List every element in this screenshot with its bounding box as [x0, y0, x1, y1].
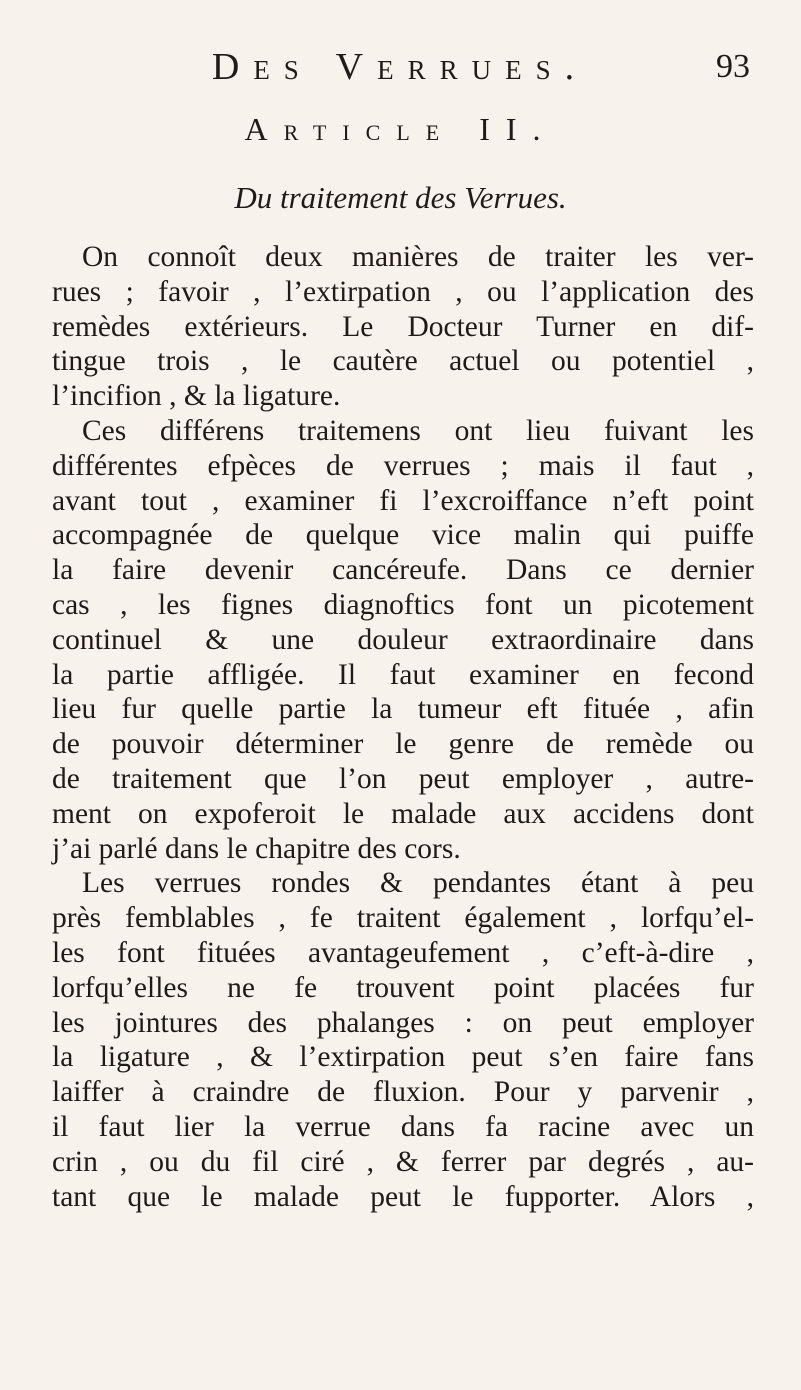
running-head [120, 42, 760, 92]
text-line: près femblables , fe traitent également , lorfqu’el- [52, 902, 754, 935]
text-line: laiffer à craindre de fluxion. Pour y parvenir , [52, 1076, 754, 1109]
text-line: de pouvoir déterminer le genre de remède ou [52, 728, 754, 761]
text-line: lieu fur quelle partie la tumeur eft fituée , afin [52, 693, 754, 726]
text-line: Ces différens traitemens ont lieu fuivant les [82, 414, 754, 447]
text-line: crin , ou du fil ciré , & ferrer par degrés , au- [52, 1145, 754, 1178]
page-number: 93 [716, 48, 750, 85]
body-text [52, 240, 754, 1214]
text-line: j’ai parlé dans le chapitre des cors. [52, 832, 461, 865]
text-line: lorfqu’elles ne fe trouvent point placées fur [52, 971, 754, 1004]
text-line: ment on expoferoit le malade aux accidens dont [52, 797, 754, 830]
text-line: il faut lier la verrue dans fa racine avec un [52, 1110, 754, 1143]
text-line: remèdes extérieurs. Le Docteur Turner en dif- [52, 310, 754, 343]
text-line: les jointures des phalanges : on peut employer [52, 1006, 754, 1039]
text-line: différentes efpèces de verrues ; mais il faut , [52, 449, 754, 482]
section-subtitle: Du traitement des Verrues. [234, 180, 567, 215]
text-line: rues ; favoir , l’extirpation , ou l’application des [52, 275, 754, 308]
text-line: On connoît deux manières de traiter les ver- [82, 241, 754, 273]
text-line: la partie affligée. Il faut examiner en fecond [52, 658, 754, 691]
text-line: cas , les fignes diagnoftics font un picotement [52, 588, 754, 621]
text-line: la ligature , & l’extirpation peut s’en faire fans [52, 1041, 754, 1074]
text-line: tingue trois , le cautère actuel ou potentiel , [52, 345, 754, 378]
text-line: tant que le malade peut le fupporter. Alors , [52, 1180, 754, 1213]
text-line: accompagnée de quelque vice malin qui puiffe [52, 519, 754, 552]
text-line: Les verrues rondes & pendantes étant à peu [82, 867, 754, 900]
text-line: de traitement que l’on peut employer , autre- [52, 762, 754, 795]
article-heading: Article II. [244, 111, 557, 147]
text-line: continuel & une douleur extraordinaire dans [52, 623, 754, 656]
text-line: la faire devenir cancéreufe. Dans ce dernier [52, 554, 754, 587]
text-line: l’incifion , & la ligature. [52, 380, 341, 413]
running-title: Des Verrues. [211, 46, 589, 88]
text-line: les font fituées avantageufement , c’eft-à-dire , [52, 936, 754, 969]
text-line: avant tout , examiner fi l’excroiffance n’eft point [52, 484, 754, 517]
